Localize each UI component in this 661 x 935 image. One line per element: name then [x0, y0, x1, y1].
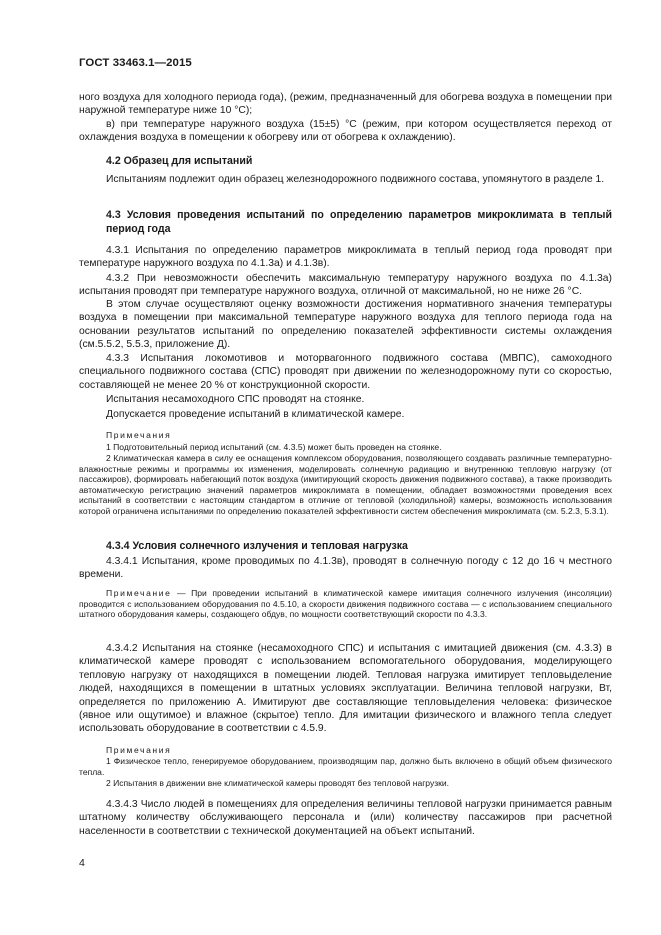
paragraph-4-3-2-b: В этом случае осуществляют оценку возможности достижения нормативного значения температуры воздуха в помещении при максимальной температуре наружного воздуха для теплого периода года на основании результатов испытаний по определению показателей эффективности системы охлаждения (см.5.5.2, 5.5.3, приложение Д). [79, 299, 612, 351]
paragraph-4-3-1: 4.3.1 Испытания по определению параметров микроклимата в теплый период года проводят при температуре наружного воздуха по 4.1.3а) и 4.1.3в). [79, 245, 612, 270]
page-number: 4 [79, 857, 85, 869]
paragraph-4-2: Испытаниям подлежит один образец железнодорожного подвижного состава, упомянутого в разделе 1. [106, 174, 605, 185]
paragraph-4-3-3: 4.3.3 Испытания локомотивов и моторвагонного подвижного состава (МВПС), самоходного специального подвижного состава (СПС) проводят при движении по железнодорожному пути со скоростью, составляющей не менее 20 % от конструкционной скорости. [79, 353, 612, 391]
paragraph-4-3-4-2: 4.3.4.2 Испытания на стоянке (несамоходного СПС) и испытания с имитацией движения (см. 4.3.3) в климатической камере проводят с использованием вспомогательного оборудования, моделирующего тепловую нагрузку от находящихся в помещении людей. Тепловая нагрузка имитирует тепловыделение людей, находящихся в помещении в штатных условиях эксплуатации. Величина тепловой нагрузки, Вт, определяется по приложению А. Имитируют две составляющие тепловыделения человека: физическое (явное или ощутимое) и влажное (скрытое) тепло. Для имитации физического и влажного тепла следует использовать оборудование в соответствии с 4.5.9. [79, 643, 612, 735]
paragraph-4-3-4-1: 4.3.4.1 Испытания, кроме проводимых по 4.1.3в), проводят в солнечную погоду с 12 до 16 ч местного времени. [79, 556, 612, 581]
paragraph-4-3-3-b: Испытания несамоходного СПС проводят на стоянке. [106, 394, 365, 405]
note-1-1: 1 Подготовительный период испытаний (см. 4.3.5) может быть проведен на стоянке. [106, 442, 442, 452]
paragraph-4-3-2: 4.3.2 При невозможности обеспечить максимальную температуру наружного воздуха по 4.1.3а) испытания проводят при температуре наружного воздуха, отличной от максимальной, но не ниже 26 °С. [79, 273, 612, 298]
note-2 [79, 588, 612, 620]
notes-label-3: Примечания [106, 745, 172, 755]
section-heading-4-3-4: 4.3.4 Условия солнечного излучения и тепловая нагрузка [106, 540, 408, 552]
section-heading-4-2: 4.2 Образец для испытаний [106, 155, 253, 167]
notes-label-1: Примечания [106, 430, 172, 440]
note-2-label: Примечание [106, 588, 172, 598]
note-2-text: — При проведении испытаний в климатической камере имитация солнечного излучения (инсоляции) проводится с использованием оборудования по 4.5.10, а скорости движения подвижного состава — с использованием специального штатного оборудования камеры, создающего обдув, по мощности соответствующий скорости по 4.3.3. [79, 588, 612, 620]
paragraph-4-3-4-3: 4.3.4.3 Число людей в помещениях для определения величины тепловой нагрузки принимается равным штатному количеству обслуживающего персонала и (или) количеству пассажиров при расчетной населенности в соответствии с технической документацией на объект испытаний. [79, 799, 612, 837]
note-3-1: 1 Физическое тепло, генерируемое оборудованием, производящим пар, должно быть включено в общий объем физического тепла. [79, 756, 612, 777]
paragraph-continuation-a: ного воздуха для холодного периода года), (режим, предназначенный для обогрева воздуха в помещении при наружной температуре ниже 10 °С); [79, 92, 612, 117]
section-heading-4-3 [79, 209, 612, 236]
note-1-2: 2 Климатическая камера в силу ее оснащения комплексом оборудования, позволяющего создавать различные температурно-влажностные режимы и программы их изменения, моделировать солнечную радиацию и внутреннюю тепловую нагрузку (от пассажиров), формировать набегающий поток воздуха (имитирующий скорость движения подвижного состава), а также производить автоматическую регистрацию значений параметров микроклимата в помещении, обладает возможностями проведения всех испытаний в соответствии с настоящим стандартом в отличие от тепловой (холодильной) камеры, возможность использования которой ограничена испытаниями по определению показателей эффективности систем обеспечения микроклимата (см. 5.2.3, 5.3.1). [79, 453, 612, 516]
section-heading-4-3-text: 4.3 Условия проведения испытаний по определению параметров микроклимата в теплый период года [106, 209, 612, 235]
document-code: ГОСТ 33463.1—2015 [79, 57, 192, 69]
paragraph-4-3-3-c: Допускается проведение испытаний в климатической камере. [106, 409, 405, 420]
note-3-2: 2 Испытания в движении вне климатической камеры проводят без тепловой нагрузки. [106, 778, 450, 788]
paragraph-item-b: в) при температуре наружного воздуха (15±5) °С (режим, при котором осуществляется переход от охлаждения воздуха в помещении к обогреву или от обогрева к охлаждению). [79, 119, 612, 144]
